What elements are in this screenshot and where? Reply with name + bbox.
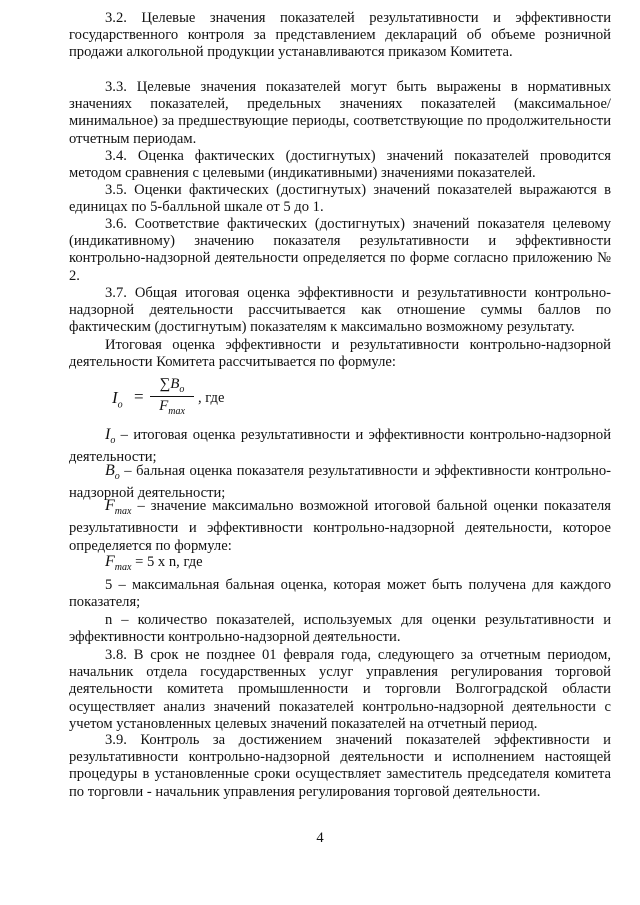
- formula-denominator-sub: max: [168, 406, 185, 417]
- paragraph-3-7: 3.7. Общая итоговая оценка эффективности и результативности контрольно-надзорной деятельности рассчитывается как отношение суммы баллов по фактическим (достигнутым) показателям к максимально возможному результату.: [69, 285, 611, 336]
- paragraph-five-max: 5 – максимальная бальная оценка, которая может быть получена для каждого показателя;: [69, 577, 611, 611]
- definition-io: $I_o$ – итоговая оценка результативности и эффективности контрольно-надзорной деятельности;: [69, 426, 611, 466]
- paragraph-3-9: 3.9. Контроль за достижением значений показателей эффективности и результативности контрольно-надзорной деятельности и исполнением настоящей процедуры в установленные сроки осуществляет заместитель председателя комитета по торговли - начальник управления регулирования торговой деятельности.: [69, 732, 611, 800]
- formula-lhs: I: [112, 388, 118, 407]
- definition-fmax: $F_{max}$ – значение максимально возможной итоговой бальной оценки показателя результативности и эффективности контрольно-надзорной деятельности, которое определяется по формуле:: [69, 497, 611, 554]
- formula-numerator: ∑B: [159, 376, 180, 392]
- formula-suffix: , где: [198, 390, 225, 406]
- formula-denominator: F: [159, 398, 169, 414]
- paragraph-3-5: 3.5. Оценки фактических (достигнутых) значений показателей выражаются в единицах по 5-балльной шкале от 5 до 1.: [69, 182, 611, 216]
- paragraph-n-count: n – количество показателей, используемых для оценки результативности и эффективности контрольно-надзорной деятельности.: [69, 612, 611, 646]
- definition-bo: $B_o$ – бальная оценка показателя результативности и эффективности контрольно-надзорной деятельности;: [69, 462, 611, 502]
- paragraph-3-4: 3.4. Оценка фактических (достигнутых) значений показателей проводится методом сравнения с целевыми (индикативными) значениями показателей.: [69, 148, 611, 182]
- paragraph-3-2: 3.2. Целевые значения показателей результативности и эффективности государственного контроля за представлением деклараций об объеме розничной продажи алкогольной продукции устанавливаются приказом Комитета.: [69, 10, 611, 61]
- paragraph-3-8: 3.8. В срок не позднее 01 февраля года, следующего за отчетным периодом, начальник отдела государственных услуг управления регулирования торговой деятельности комитета промышленности и торговли Волгоградской области осуществляет анализ значений показателей контрольно-надзорной деятельности с учетом установленных целевых значений показателей на отчетный период.: [69, 647, 611, 732]
- formula-fmax: $F_{max} = 5$ x n, где: [105, 553, 203, 574]
- page-number: 4: [316, 830, 324, 846]
- paragraph-3-6: 3.6. Соответствие фактических (достигнутых) значений показателя целевому (индикативному) значению показателя результативности и эффективности контрольно-надзорной деятельности определяется по форме согласно приложению № 2.: [69, 216, 611, 284]
- formula-total-score: $I_o$ = $\sum B_o$ $F_{max}$ , где: [112, 376, 225, 417]
- formula-lhs-sub: o: [117, 399, 123, 411]
- fraction-bar: [150, 396, 194, 397]
- formula-numerator-sub: o: [179, 384, 185, 395]
- paragraph-3-3: 3.3. Целевые значения показателей могут быть выражены в нормативных значениях показателей, предельных значениях показателей (максимальное/минимальное) за предшествующие периоды, соответствующие по продолжительности отчетным периодам.: [69, 79, 611, 147]
- paragraph-formula-intro: Итоговая оценка эффективности и результативности контрольно-надзорной деятельности Комитета рассчитывается по формуле:: [69, 337, 611, 371]
